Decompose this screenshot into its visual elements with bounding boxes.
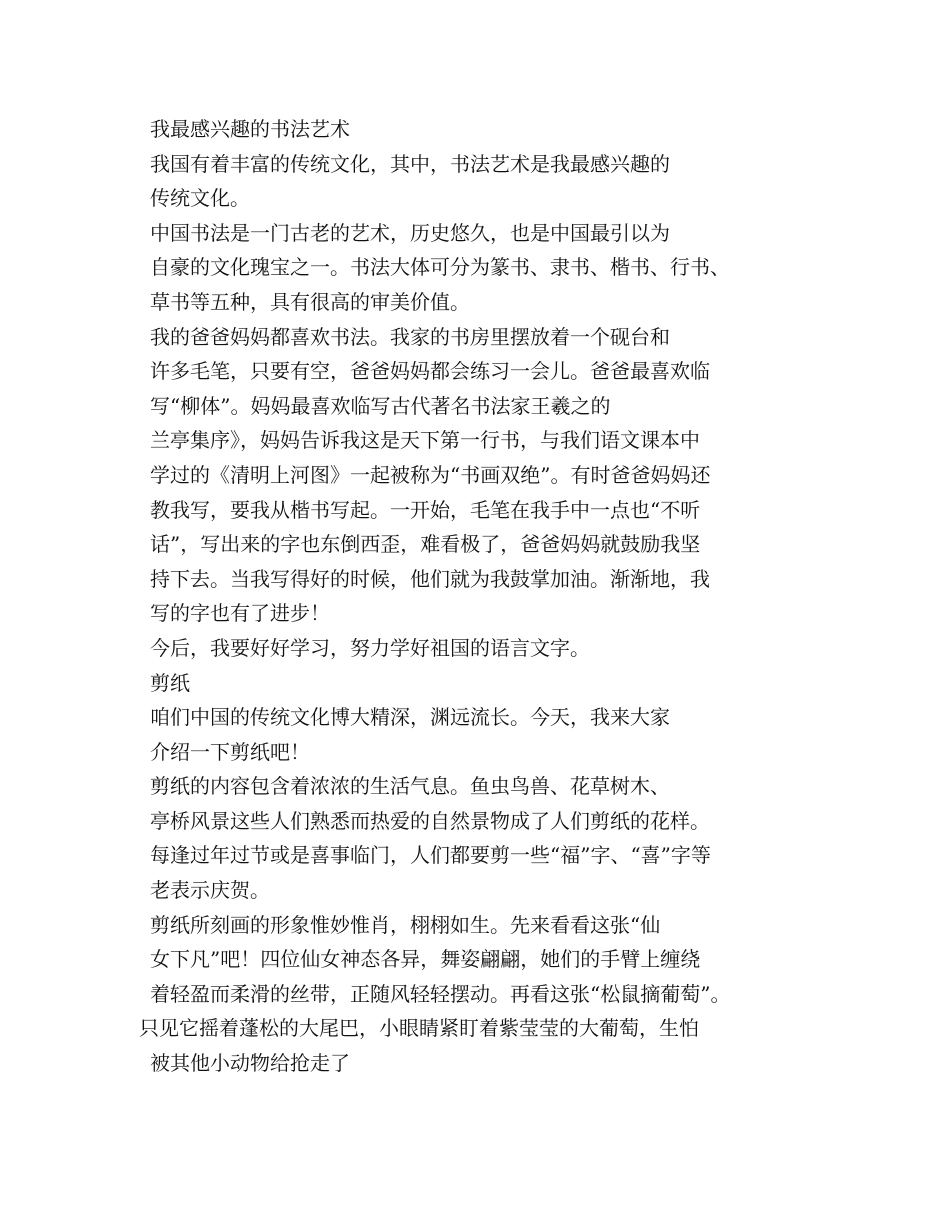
text-line: 写的字也有了进步！ — [150, 601, 330, 626]
text-line: 自豪的文化瑰宝之一。书法大体可分为篆书、隶书、楷书、行书、 — [150, 255, 730, 280]
text-line: 中国书法是一门古老的艺术，历史悠久，也是中国最引以为 — [150, 220, 670, 245]
text-line: 亭桥风景这些人们熟悉而热爱的自然景物成了人们剪纸的花样。 — [150, 808, 710, 833]
text-line: 每逢过年过节或是喜事临门，人们都要剪一些“福”字、“喜”字等 — [150, 843, 711, 868]
text-line: 被其他小动物给抢走了 — [150, 1051, 350, 1076]
text-line: 剪纸所刻画的形象惟妙惟肖，栩栩如生。先来看看这张“仙 — [150, 912, 661, 937]
text-line: 老表示庆贺。 — [150, 878, 270, 903]
text-line: 介绍一下剪纸吧！ — [150, 739, 310, 764]
text-line: 我的爸爸妈妈都喜欢书法。我家的书房里摆放着一个砚台和 — [150, 324, 670, 349]
essay-title-calligraphy: 我最感兴趣的书法艺术 — [150, 117, 350, 141]
text-line: 兰亭集序》，妈妈告诉我这是天下第一行书，与我们语文课本中 — [150, 428, 700, 453]
text-line: 写“柳体”。妈妈最喜欢临写古代著名书法家王羲之的 — [150, 393, 611, 418]
essay-title-papercut: 剪纸 — [150, 670, 190, 695]
text-line: 持下去。当我写得好的时候，他们就为我鼓掌加油。渐渐地，我 — [150, 566, 710, 591]
text-line: 咱们中国的传统文化博大精深，渊远流长。今天，我来大家 — [150, 705, 670, 730]
text-line: 学过的《清明上河图》一起被称为“书画双绝”。有时爸爸妈妈还 — [150, 462, 711, 487]
text-line: 话”，写出来的字也东倒西歪，难看极了，爸爸妈妈就鼓励我坚 — [150, 532, 701, 557]
document-body — [0, 112, 950, 1081]
text-line: 女下凡”吧！四位仙女神态各异，舞姿翩翩，她们的手臂上缠绕 — [150, 947, 701, 972]
text-line: 教我写，要我从楷书写起。一开始，毛笔在我手中一点也“不听 — [150, 497, 701, 522]
text-line: 今后，我要好好学习，努力学好祖国的语言文字。 — [150, 635, 590, 660]
text-line: 传统文化。 — [150, 186, 250, 211]
text-line: 许多毛笔，只要有空，爸爸妈妈都会练习一会儿。爸爸最喜欢临 — [150, 359, 710, 384]
text-line: 着轻盈而柔滑的丝带，正随风轻轻摆动。再看这张“松鼠摘葡萄”。 — [150, 981, 731, 1006]
text-line: 我国有着丰富的传统文化，其中，书法艺术是我最感兴趣的 — [150, 151, 670, 176]
text-line: 剪纸的内容包含着浓浓的生活气息。鱼虫鸟兽、花草树木、 — [150, 774, 670, 799]
text-line: 只见它摇着蓬松的大尾巴，小眼睛紧盯着紫莹莹的大葡萄，生怕 — [139, 1016, 699, 1041]
text-line: 草书等五种，具有很高的审美价值。 — [150, 289, 470, 314]
